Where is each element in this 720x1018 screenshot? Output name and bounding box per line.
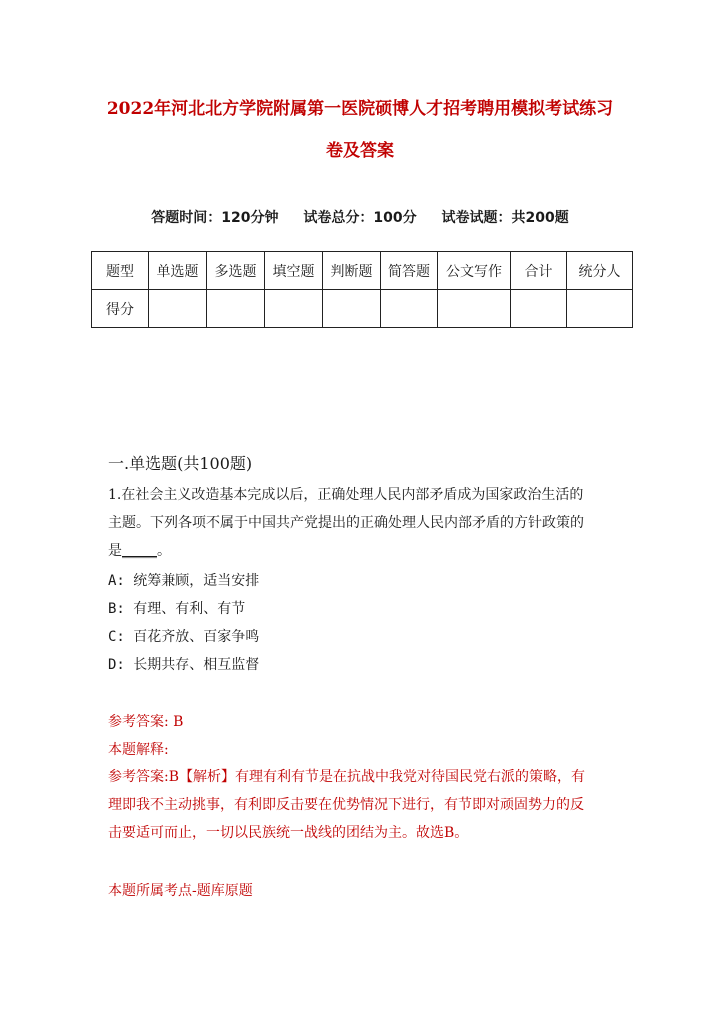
question-line-2: 主题。下列各项不属于中国共产党提出的正确处理人民内部矛盾的方针政策的 [108,515,584,531]
question-source: 本题所属考点-题库原题 [108,883,253,899]
score-header-cell: 统分人 [567,252,633,290]
score-cell [381,290,438,328]
score-table-header-row [92,252,633,290]
score-row-label: 得分 [92,290,149,328]
score-cell [567,290,633,328]
explanation-line-3: 击要适可而止，一切以民族统一战线的团结为主。故选B。 [108,825,469,841]
question-stem [108,481,608,565]
section-title: 一.单选题(共100题) [108,454,253,473]
exam-time: 答题时间：120分钟 [151,210,279,226]
score-cell [511,290,567,328]
title-line-1: 2022年河北北方学院附属第一医院硕博人才招考聘用模拟考试练习 [106,99,614,119]
explanation-line-2: 理即我不主动挑事，有利即反击要在优势情况下进行，有节即对顽固势力的反 [108,797,584,813]
title-line-2: 卷及答案 [326,141,394,161]
reference-answer: 参考答案: B [108,714,184,730]
exam-meta [0,207,720,227]
option-a: A: 统筹兼顾，适当安排 [108,573,260,589]
score-header-cell: 简答题 [381,252,438,290]
score-header-cell: 公文写作 [438,252,511,290]
option-b: B: 有理、有利、有节 [108,601,246,617]
score-cell [323,290,381,328]
answer-blank: _____ [122,543,157,559]
question-line-3-suffix: 。 [157,543,171,559]
option-c: C: 百花齐放、百家争鸣 [108,629,260,645]
score-header-cell: 合计 [511,252,567,290]
score-cell [207,290,265,328]
score-table [91,251,633,328]
score-header-cell: 多选题 [207,252,265,290]
score-cell [438,290,511,328]
score-header-cell: 填空题 [265,252,323,290]
question-line-1: 1.在社会主义改造基本完成以后，正确处理人民内部矛盾成为国家政治生活的 [108,487,584,503]
exam-total-score: 试卷总分：100分 [303,210,417,226]
score-table-score-row [92,290,633,328]
document-title [80,88,640,172]
explanation-line-1: 参考答案:B【解析】有理有利有节是在抗战中我党对待国民党右派的策略，有 [108,769,586,785]
score-header-cell: 判断题 [323,252,381,290]
score-cell [265,290,323,328]
explanation-text [108,763,608,847]
explanation-label: 本题解释: [108,742,169,758]
score-header-cell: 单选题 [149,252,207,290]
question-line-3 [108,537,608,565]
question-line-3-prefix: 是 [108,543,122,559]
score-cell [149,290,207,328]
score-header-cell: 题型 [92,252,149,290]
exam-question-count: 试卷试题：共200题 [441,210,569,226]
option-d: D: 长期共存、相互监督 [108,657,260,673]
